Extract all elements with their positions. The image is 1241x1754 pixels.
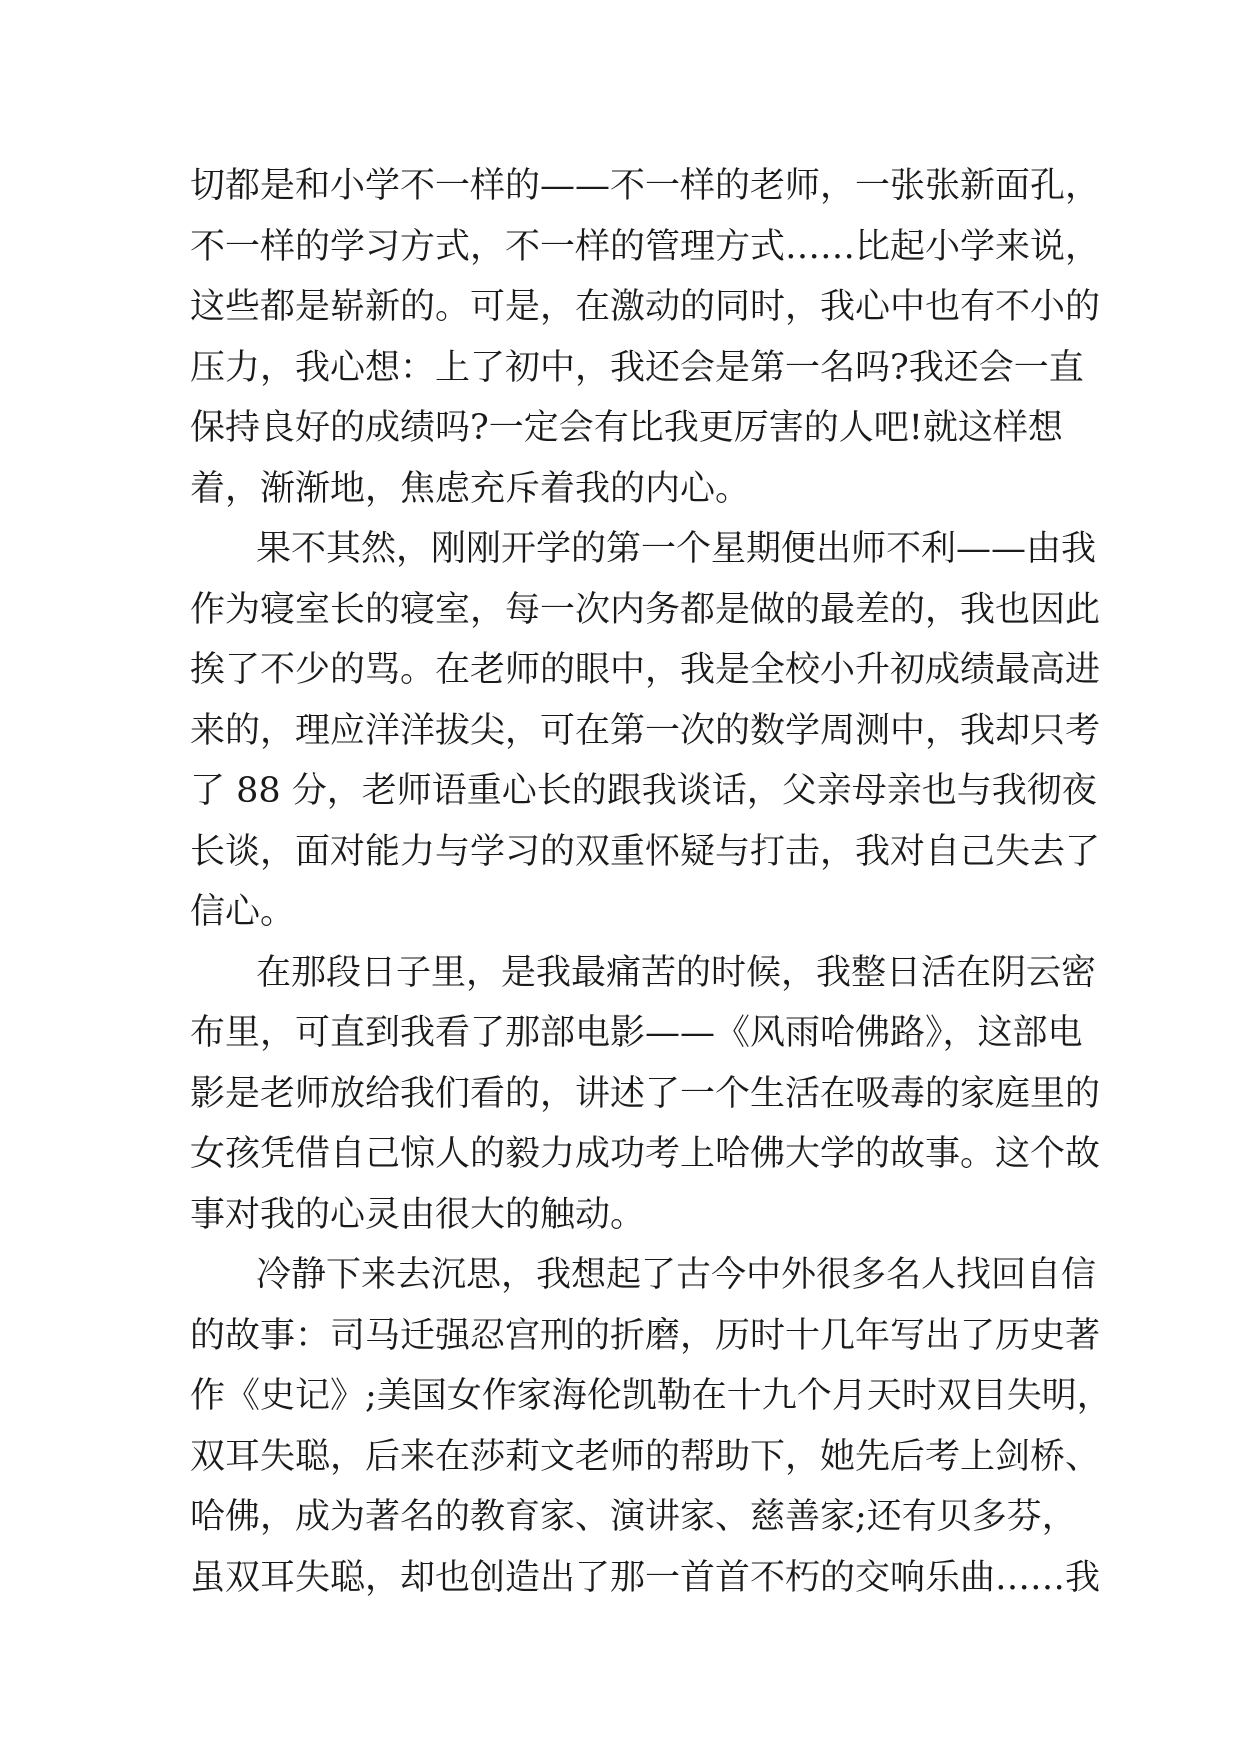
text-line: 果不其然，刚刚开学的第一个星期便出师不利——由我 — [256, 529, 1097, 569]
text-line: 不一样的学习方式，不一样的管理方式……比起小学来说， — [190, 226, 1101, 267]
text-line: 女孩凭借自己惊人的毅力成功考上哈佛大学的故事。这个故 — [190, 1134, 1101, 1174]
text-line: 长谈，面对能力与学习的双重怀疑与打击，我对自己失去了 — [190, 831, 1101, 872]
text-line: 的故事：司马迁强忍宫刑的折磨，历时十几年写出了历史著 — [190, 1315, 1101, 1356]
text-line: 影是老师放给我们看的，讲述了一个生活在吸毒的家庭里的 — [190, 1073, 1101, 1114]
document-body — [190, 156, 1112, 1608]
text-line: 这些都是崭新的。可是，在激动的同时，我心中也有不小的 — [190, 287, 1101, 327]
text-line: 来的，理应洋洋拔尖，可在第一次的数学周测中，我却只考 — [190, 710, 1101, 751]
text-line: 布里，可直到我看了那部电影——《风雨哈佛路》，这部电 — [190, 1013, 1083, 1053]
text-line: 在那段日子里，是我最痛苦的时候，我整日活在阴云密 — [256, 952, 1097, 993]
text-line: 作《史记》;美国女作家海伦凯勒在十九个月天时双目失明， — [190, 1376, 1112, 1416]
text-line: 冷静下来去沉思，我想起了古今中外很多名人找回自信 — [256, 1255, 1097, 1295]
text-line: 切都是和小学不一样的——不一样的老师，一张张新面孔， — [190, 166, 1101, 206]
text-line: 挨了不少的骂。在老师的眼中，我是全校小升初成绩最高进 — [190, 650, 1101, 690]
text-line: 保持良好的成绩吗?一定会有比我更厉害的人吧!就这样想 — [190, 408, 1063, 448]
text-line: 着，渐渐地，焦虑充斥着我的内心。 — [190, 468, 751, 509]
text-line: 事对我的心灵由很大的触动。 — [190, 1194, 646, 1235]
text-line: 虽双耳失聪，却也创造出了那一首首不朽的交响乐曲……我 — [190, 1557, 1101, 1598]
text-line: 作为寝室长的寝室，每一次内务都是做的最差的，我也因此 — [190, 589, 1101, 630]
text-line: 哈佛，成为著名的教育家、演讲家、慈善家;还有贝多芬， — [190, 1497, 1077, 1537]
text-line: 信心。 — [190, 892, 296, 932]
text-line: 压力，我心想：上了初中，我还会是第一名吗?我还会一直 — [190, 347, 1084, 388]
text-line: 了 88 分，老师语重心长的跟我谈话，父亲母亲也与我彻夜 — [190, 771, 1097, 811]
text-line: 双耳失聪，后来在莎莉文老师的帮助下，她先后考上剑桥、 — [190, 1436, 1101, 1477]
